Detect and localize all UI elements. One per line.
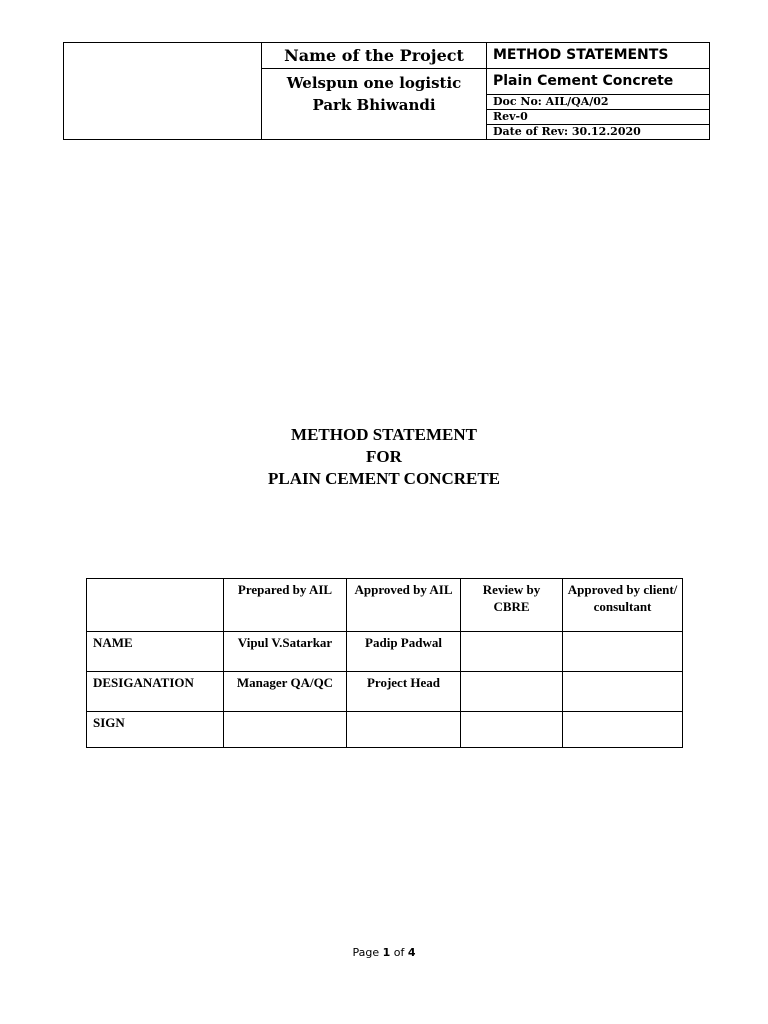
cell-name-review [461, 632, 563, 672]
row-label-designation: DESIGANATION [87, 672, 224, 712]
header-cell-review-by: Review by CBRE [461, 579, 563, 632]
cell-sign-approved [347, 712, 461, 748]
document-title [0, 424, 768, 490]
cell-designation-review [461, 672, 563, 712]
page-current: 1 [382, 946, 391, 959]
project-label: Name of the Project [262, 43, 486, 69]
doc-revision-date: Date of Rev: 30.12.2020 [493, 125, 641, 138]
project-name [262, 69, 486, 116]
title-line3: PLAIN CEMENT CONCRETE [267, 469, 501, 488]
table-row-name [87, 632, 683, 672]
cell-sign-review [461, 712, 563, 748]
cell-sign-client [563, 712, 683, 748]
doc-subject: Plain Cement Concrete [487, 69, 709, 95]
header-cell-approved-by-client: Approved by client/ consultant [563, 579, 683, 632]
cell-name-client [563, 632, 683, 672]
cell-name-prepared: Vipul V.Satarkar [224, 632, 347, 672]
logo-cell [64, 43, 262, 140]
row-label-sign: SIGN [87, 712, 224, 748]
header-cell-approved-by: Approved by AIL [347, 579, 461, 632]
title-line1: METHOD STATEMENT [291, 425, 477, 444]
header-cell-blank [87, 579, 224, 632]
page-total: 4 [407, 946, 416, 959]
doc-revision: Rev-0 [487, 110, 709, 125]
row-label-name: NAME [87, 632, 224, 672]
cell-name-approved: Padip Padwal [347, 632, 461, 672]
project-name-line1: Welspun one logistic [286, 74, 462, 92]
table-row-sign [87, 712, 683, 748]
doc-title: METHOD STATEMENTS [487, 43, 709, 69]
of-word: of [393, 946, 405, 959]
page-word: Page [352, 946, 380, 959]
doc-info-cell [487, 43, 710, 140]
approval-header-row [87, 579, 683, 632]
page-footer [0, 946, 768, 959]
doc-number: Doc No: AIL/QA/02 [487, 95, 709, 110]
approval-table [86, 578, 683, 748]
table-row-designation [87, 672, 683, 712]
project-name-line2: Park Bhiwandi [312, 96, 436, 114]
document-header-table [63, 42, 710, 140]
title-line2: FOR [366, 447, 402, 466]
cell-designation-prepared: Manager QA/QC [224, 672, 347, 712]
cell-designation-approved: Project Head [347, 672, 461, 712]
header-cell-prepared-by: Prepared by AIL [224, 579, 347, 632]
cell-sign-prepared [224, 712, 347, 748]
cell-designation-client [563, 672, 683, 712]
project-cell [262, 43, 487, 140]
